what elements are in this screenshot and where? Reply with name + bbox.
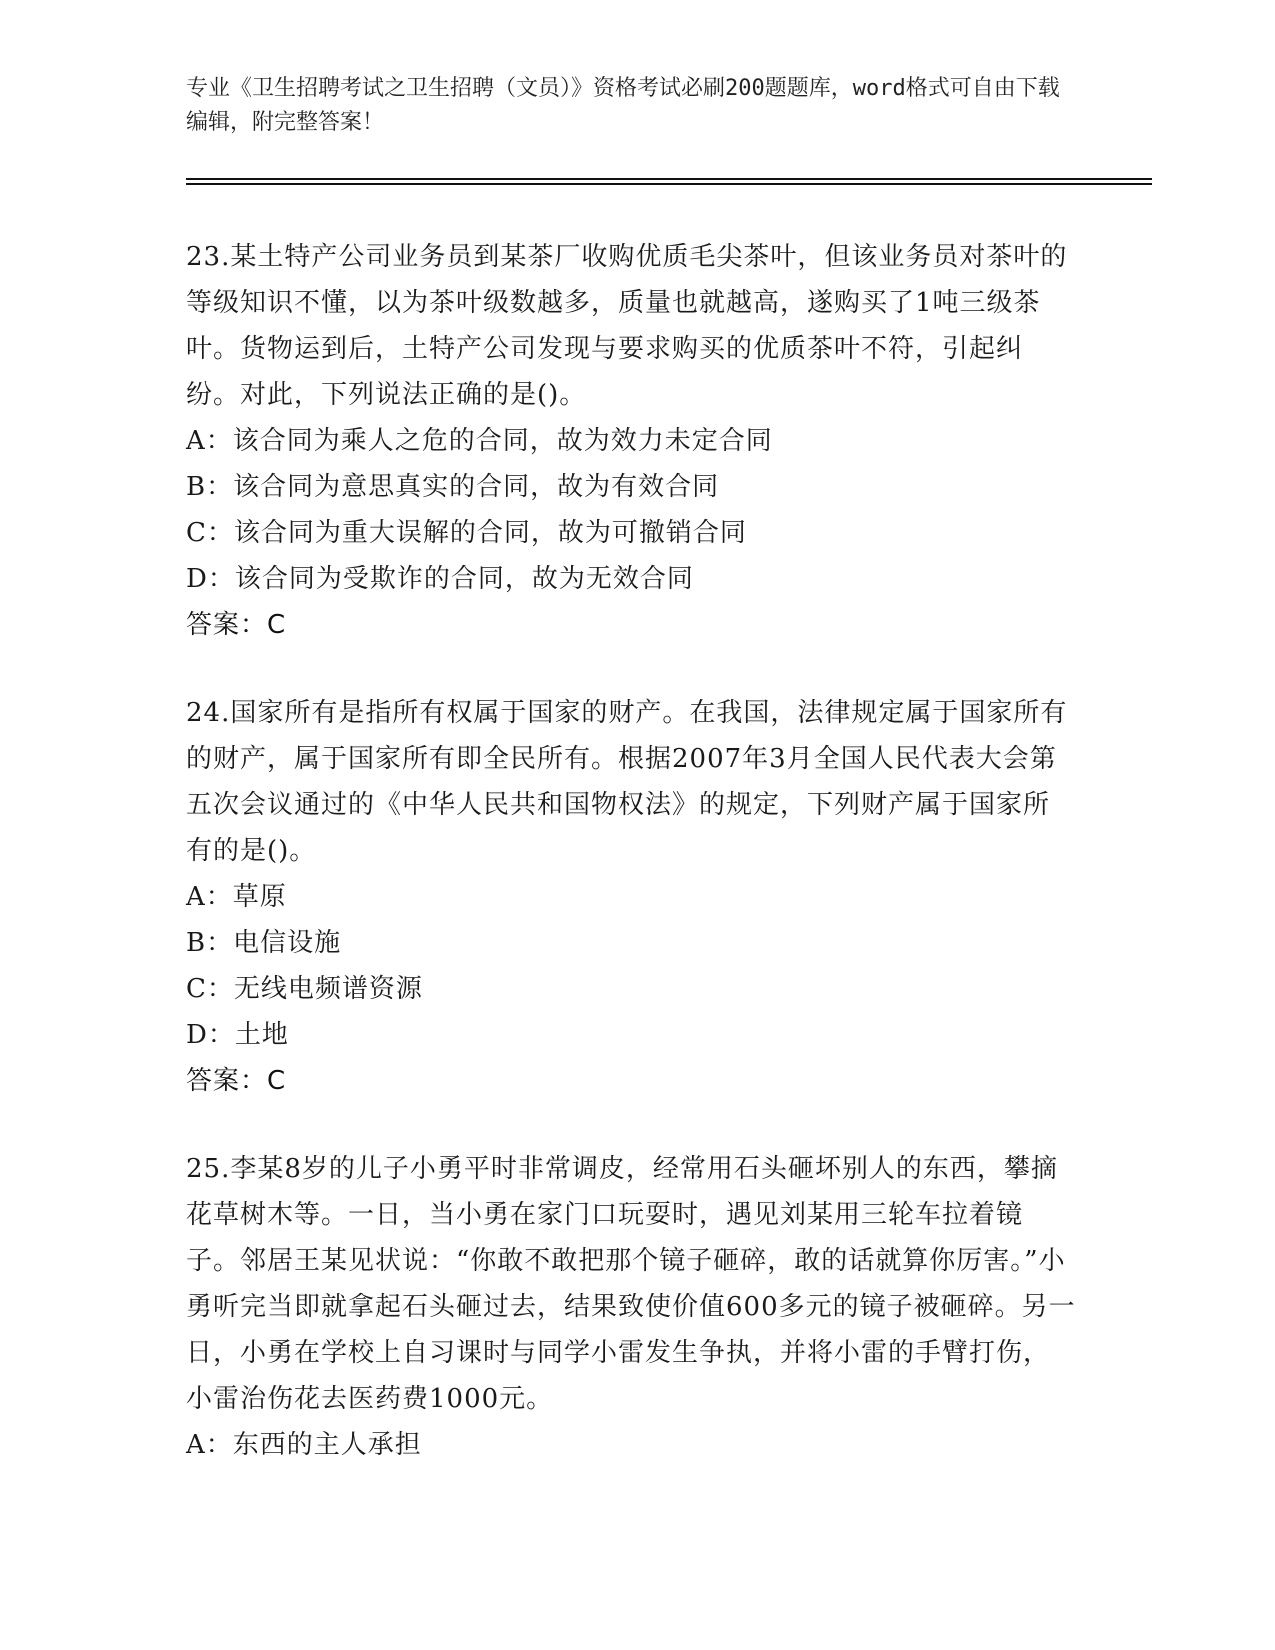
answer-line: 答案：C (186, 1066, 287, 1096)
option-a: A：该合同为乘人之危的合同，故为效力未定合同 (186, 426, 773, 456)
question-24 (186, 690, 1076, 1104)
question-stem: 25.李某8岁的儿子小勇平时非常调皮，经常用石头砸坏别人的东西，攀摘花草树木等。一日，当小勇在家门口玩耍时，遇见刘某用三轮车拉着镜子。邻居王某见状说：“你敢不敢把那个镜子砸碎，敢的话就算你厉害。”小勇听完当即就拿起石头砸过去，结果致使价值600多元的镜子被砸碎。另一日，小勇在学校上自习课时与同学小雷发生争执，并将小雷的手臂打伤，小雷治伤花去医药费1000元。 (186, 1154, 1076, 1414)
question-25 (186, 1146, 1076, 1468)
document-header: 专业《卫生招聘考试之卫生招聘（文员）》资格考试必刷200题题库，word格式可自由下载编辑，附完整答案！ (186, 76, 1060, 135)
option-d: D：土地 (186, 1020, 289, 1050)
option-a: A：东西的主人承担 (186, 1430, 422, 1460)
option-b: B：电信设施 (186, 928, 342, 958)
question-stem: 23.某土特产公司业务员到某茶厂收购优质毛尖茶叶，但该业务员对茶叶的等级知识不懂，以为茶叶级数越多，质量也就越高，遂购买了1吨三级茶叶。货物运到后，土特产公司发现与要求购买的优质茶叶不符，引起纠纷。对此，下列说法正确的是()。 (186, 242, 1068, 410)
option-b: B：该合同为意思真实的合同，故为有效合同 (186, 472, 720, 502)
header-divider (186, 183, 1152, 185)
option-a: A：草原 (186, 882, 287, 912)
header-divider (186, 178, 1152, 180)
option-d: D：该合同为受欺诈的合同，故为无效合同 (186, 564, 694, 594)
question-23 (186, 234, 1076, 648)
option-c: C：无线电频谱资源 (186, 974, 423, 1004)
answer-line: 答案：C (186, 610, 287, 640)
question-stem: 24.国家所有是指所有权属于国家的财产。在我国，法律规定属于国家所有的财产，属于国家所有即全民所有。根据2007年3月全国人民代表大会第五次会议通过的《中华人民共和国物权法》的规定，下列财产属于国家所有的是()。 (186, 698, 1068, 866)
option-c: C：该合同为重大误解的合同，故为可撤销合同 (186, 518, 747, 548)
